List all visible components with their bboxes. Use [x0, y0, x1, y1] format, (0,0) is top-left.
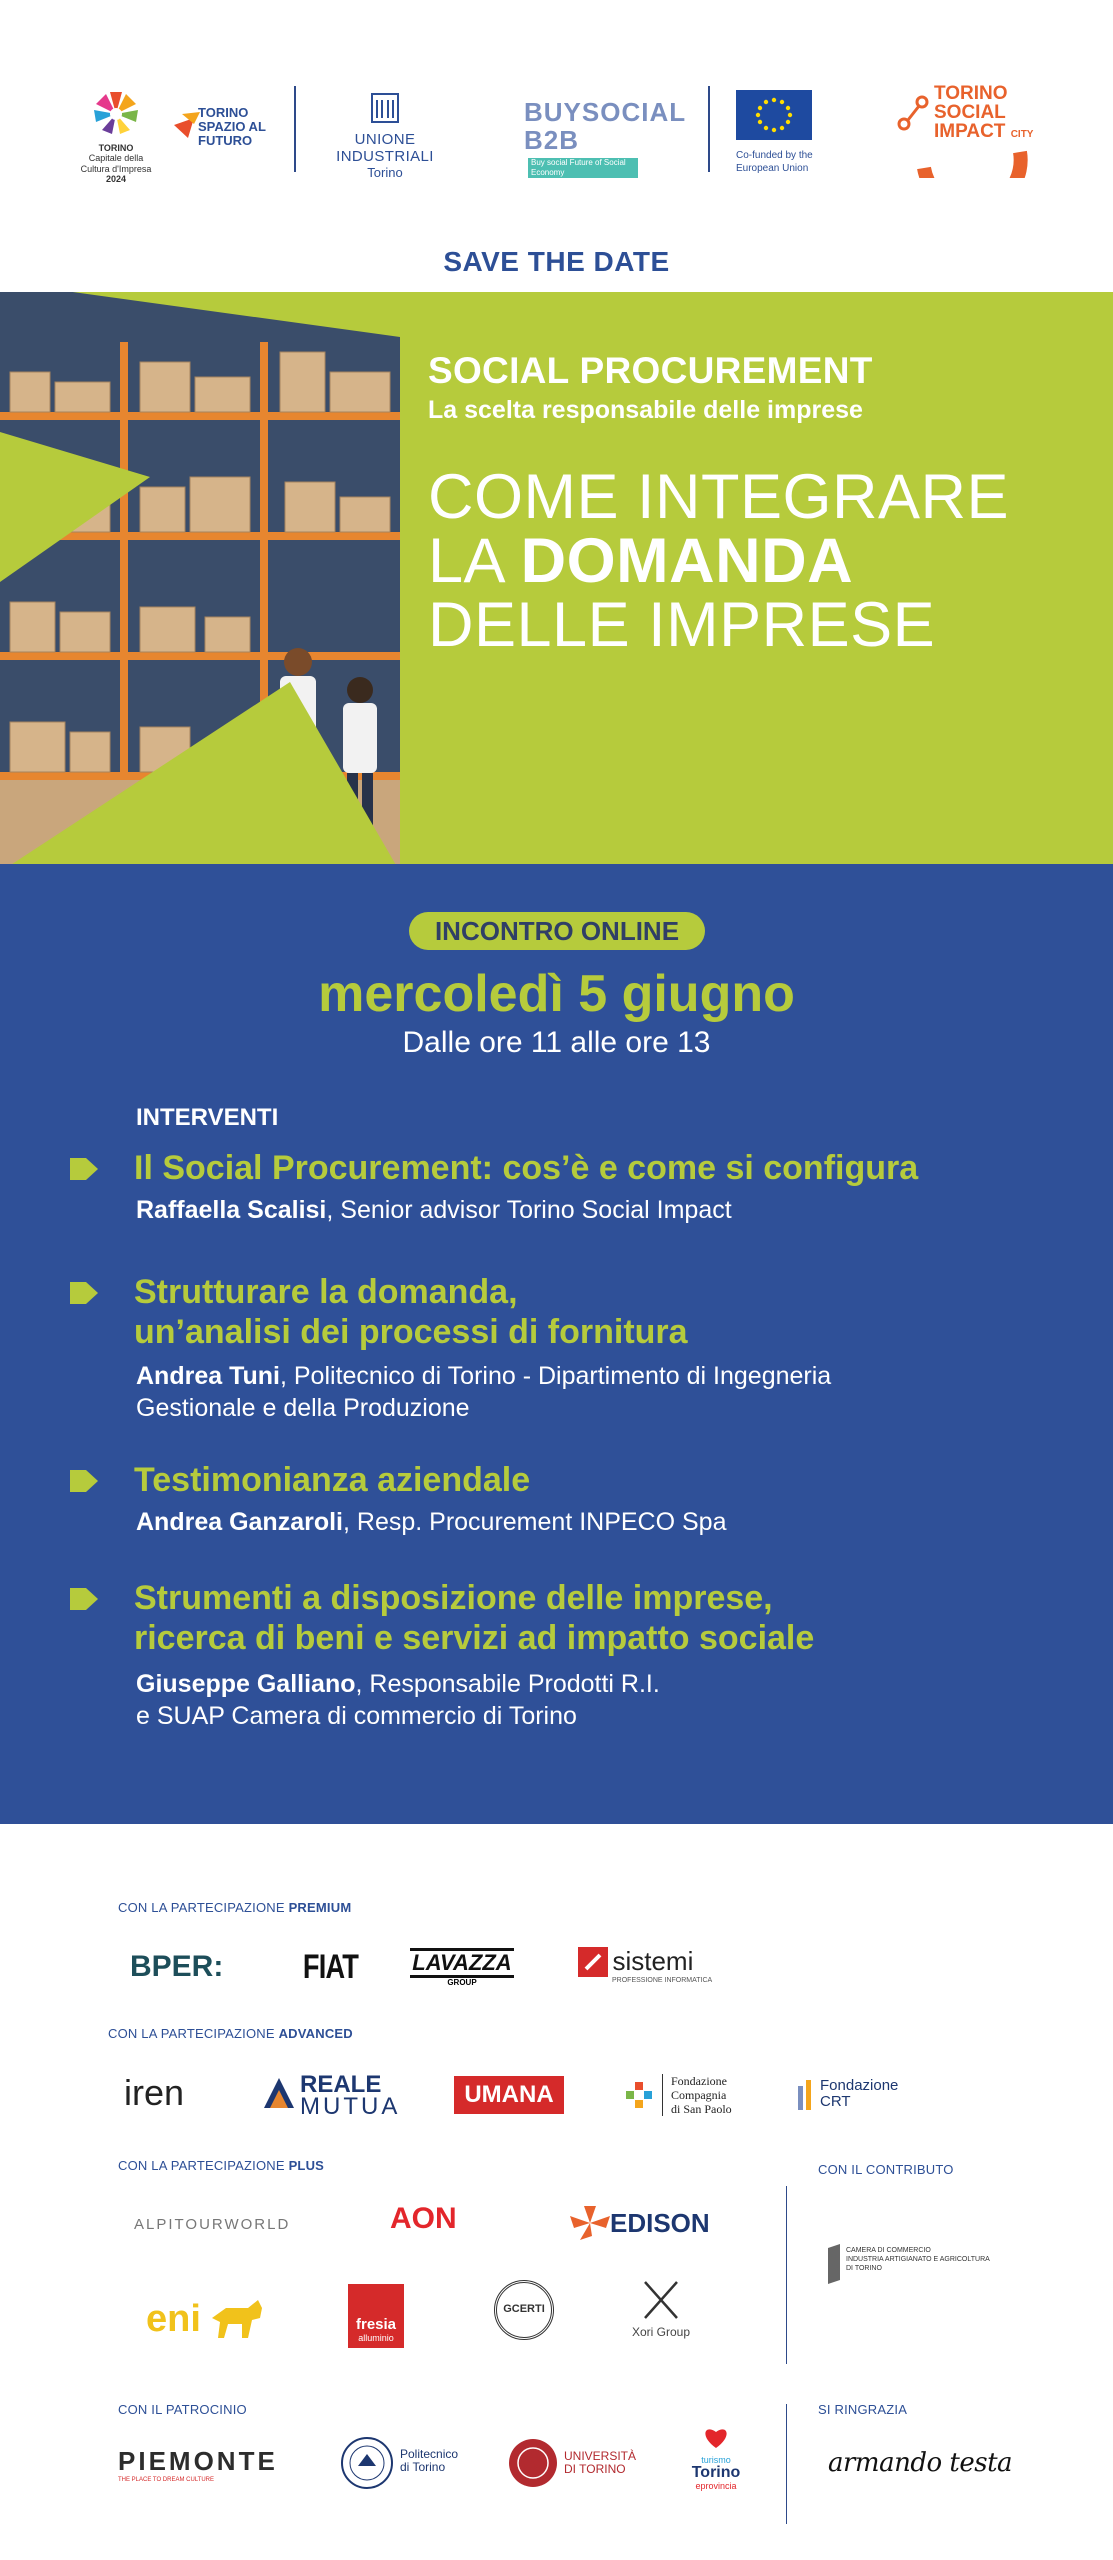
fresia-name: fresia — [355, 2316, 397, 2333]
polito-l1: Politecnico — [400, 2447, 459, 2461]
piemonte-name: PIEMONTE — [118, 2446, 278, 2476]
event-details — [0, 864, 1113, 1824]
header-logos — [0, 0, 1113, 230]
flower-emblem-icon — [78, 88, 154, 138]
tsi-l3: IMPACT — [934, 121, 1006, 142]
fresia-logo — [348, 2284, 404, 2348]
eni-logo: eni — [146, 2298, 201, 2340]
eu-l1: Co-funded by the — [736, 150, 813, 161]
talk-speaker — [136, 1668, 660, 1700]
sponsors-section — [0, 1824, 1113, 2560]
compagnia-l2: Compagnia — [671, 2088, 727, 2102]
hero-line-2 — [428, 526, 1009, 596]
hero-line-3: DELLE IMPRESE — [428, 590, 936, 660]
torino-social-impact-logo — [894, 82, 1034, 178]
unito-l2: DI TORINO — [564, 2462, 626, 2476]
talk-title-line-1: Strumenti a disposizione delle imprese, — [134, 1579, 773, 1617]
lavazza-logo — [410, 1948, 514, 1987]
talk-speaker — [136, 1506, 726, 1538]
xori-x-icon — [641, 2280, 681, 2320]
heart-icon — [701, 2426, 731, 2450]
sistemi-logo — [578, 1946, 712, 1984]
warehouse-illustration — [0, 292, 400, 864]
lavazza-name: LAVAZZA — [410, 1948, 514, 1978]
talk-title-line-2: un’analisi dei processi di fornitura — [134, 1313, 688, 1351]
compagnia-l3: di San Paolo — [671, 2102, 732, 2116]
polito-l2: di Torino — [400, 2460, 446, 2474]
xori-logo — [626, 2280, 696, 2339]
tsi-city: CITY — [1010, 129, 1034, 140]
premium-label-pre: CON LA PARTECIPAZIONE — [118, 1900, 289, 1915]
torino-capitale-l2: Capitale della — [88, 153, 144, 164]
camera-mark-icon — [826, 2244, 846, 2284]
speaker-role-line-2: Gestionale e della Produzione — [136, 1394, 470, 1422]
torino-spazio-l1: TORINO — [198, 105, 249, 120]
bper-logo: BPER: — [130, 1950, 224, 1983]
torino-spazio-l2: SPAZIO AL — [198, 119, 266, 134]
armando-testa-logo: armando testa — [828, 2448, 1013, 2478]
speaker-name: Raffaella Scalisi — [136, 1196, 327, 1224]
piemonte-sub: THE PLACE TO DREAM CULTURE — [118, 2477, 215, 2483]
edison-spark-icon — [570, 2206, 610, 2240]
event-badge: INCONTRO ONLINE — [409, 912, 705, 950]
gcerti-name: GCERTI — [503, 2303, 545, 2315]
speaker-role: , Senior advisor Torino Social Impact — [326, 1196, 732, 1224]
hero-text — [428, 350, 1010, 660]
gcerti-logo — [494, 2280, 554, 2340]
turismo-torino-logo — [684, 2426, 748, 2491]
arrow-bullet-icon — [70, 1282, 98, 1304]
buysocial-tag: Buy social Future of Social Economy — [528, 158, 638, 178]
tsi-l1: TORINO — [934, 83, 1008, 104]
contributo-label: CON IL CONTRIBUTO — [818, 2162, 954, 2177]
reale-l1: REALE — [300, 2071, 382, 2098]
tsi-years: 2022 2024 — [946, 156, 989, 166]
xori-name: Xori Group — [631, 2325, 691, 2339]
unito-l1: UNIVERSITÀ — [564, 2449, 637, 2463]
polito-seal-icon — [340, 2436, 394, 2490]
crt-l1: Fondazione — [820, 2077, 899, 2094]
speaker-role: , Resp. Procurement INPECO Spa — [343, 1508, 727, 1536]
event-date: mercoledì 5 giugno — [318, 965, 795, 1023]
ringrazia-separator — [786, 2404, 787, 2524]
eni-dog-icon — [208, 2298, 268, 2342]
premium-label — [118, 1900, 351, 1915]
hero-kicker-sub: La scelta responsabile delle imprese — [428, 396, 863, 424]
plus-label — [118, 2158, 324, 2173]
plus-label-bold: PLUS — [288, 2158, 325, 2173]
plus-label-pre: CON LA PARTECIPAZIONE — [118, 2158, 289, 2173]
advanced-label — [108, 2026, 353, 2041]
unione-city: Torino — [367, 165, 403, 180]
torino-capitale-logo — [78, 88, 154, 184]
hero-line-1: COME INTEGRARE — [428, 462, 1010, 532]
tsi-l2: SOCIAL — [934, 102, 1006, 123]
unione-name: UNIONE INDUSTRIALI — [336, 131, 434, 165]
eu-flag-icon — [736, 90, 812, 140]
compagnia-l1: Fondazione — [671, 2074, 727, 2088]
fiat-logo: FIAT — [302, 1948, 359, 1986]
arrow-bullet-icon — [70, 1588, 98, 1610]
crt-mark-icon — [798, 2080, 818, 2110]
hero-kicker: SOCIAL PROCUREMENT — [428, 350, 873, 391]
buysocial-l1: BUYSOCIAL — [524, 97, 687, 127]
talk-title: Testimonianza aziendale — [134, 1461, 531, 1499]
reale-mark-icon — [264, 2078, 294, 2108]
ringrazia-label: SI RINGRAZIA — [818, 2402, 908, 2417]
compagnia-mark-icon — [626, 2082, 652, 2108]
arrow-bullet-icon — [70, 1470, 98, 1492]
torino-capitale-l1: TORINO — [98, 143, 134, 153]
talk-title: Il Social Procurement: cos’è e come si configura — [134, 1149, 919, 1187]
torino-capitale-l4: 2024 — [105, 174, 127, 185]
aon-logo: AON — [390, 2202, 457, 2235]
crt-l2: CRT — [820, 2093, 851, 2110]
buysocial-logo — [524, 98, 694, 178]
buysocial-l2: B2B — [524, 125, 580, 155]
edison-name: EDISON — [610, 2208, 710, 2238]
header-separator-1 — [294, 86, 296, 172]
umana-logo: UMANA — [454, 2076, 564, 2114]
talk-title-line-2: ricerca di beni e servizi ad impatto sociale — [134, 1619, 815, 1657]
torino-capitale-l3: Cultura d'Impresa — [80, 163, 152, 174]
header-separator-2 — [708, 86, 710, 172]
speaker-role: , Politecnico di Torino - Dipartimento di Ingegneria — [279, 1362, 832, 1390]
speaker-name: Andrea Ganzaroli — [136, 1508, 343, 1536]
unito-seal-icon — [508, 2438, 558, 2488]
talk-speaker — [136, 1194, 732, 1226]
interventi-label: INTERVENTI — [136, 1104, 279, 1131]
speaker-name: Giuseppe Galliano — [136, 1670, 356, 1698]
eu-logo — [736, 90, 816, 175]
advanced-label-pre: CON LA PARTECIPAZIONE — [108, 2026, 279, 2041]
hero-line-2b: DOMANDA — [520, 526, 854, 596]
patrocinio-label: CON IL PATROCINIO — [118, 2402, 247, 2417]
reale-l2: MUTUA — [300, 2093, 401, 2120]
sistemi-mark-icon — [578, 1947, 608, 1977]
eu-l2: European Union — [736, 163, 809, 174]
save-the-date: SAVE THE DATE — [443, 246, 670, 277]
speaker-role: , Responsabile Prodotti R.I. — [355, 1670, 660, 1698]
hero-banner — [0, 292, 1113, 864]
camera-l2: INDUSTRIA ARTIGIANATO E AGRICOLTURA — [846, 2256, 990, 2263]
camera-l3: DI TORINO — [846, 2265, 882, 2272]
turismo-l1: turismo — [701, 2455, 731, 2465]
event-time: Dalle ore 11 alle ore 13 — [402, 1026, 711, 1059]
iren-logo: iren — [124, 2072, 185, 2113]
piemonte-logo — [118, 2446, 278, 2483]
camera-l1: CAMERA DI COMMERCIO — [846, 2247, 931, 2254]
arrow-bullet-icon — [70, 1158, 98, 1180]
turismo-l3: eprovincia — [695, 2481, 737, 2491]
turismo-l2: Torino — [691, 2464, 741, 2481]
advanced-label-bold: ADVANCED — [278, 2026, 353, 2041]
speaker-role-line-2: e SUAP Camera di commercio di Torino — [136, 1702, 577, 1730]
alpitour-logo: ALPITOURWORLD — [134, 2216, 291, 2233]
premium-label-bold: PREMIUM — [288, 1900, 352, 1915]
unione-emblem-icon — [368, 90, 402, 126]
speaker-name: Andrea Tuni — [136, 1362, 280, 1390]
hero-line-2a: LA — [428, 526, 521, 596]
talk-title-line-1: Strutturare la domanda, — [134, 1273, 518, 1311]
sistemi-name: sistemi — [612, 1946, 694, 1976]
contributo-separator — [786, 2186, 787, 2364]
talk-speaker — [136, 1360, 831, 1392]
unione-industriali-logo — [310, 90, 460, 180]
fresia-sub: alluminio — [358, 2333, 394, 2343]
sistemi-sub: PROFESSIONE INFORMATICA — [612, 1977, 713, 1984]
lavazza-sub: GROUP — [447, 1978, 477, 1987]
torino-spazio-l3: FUTURO — [198, 133, 253, 148]
